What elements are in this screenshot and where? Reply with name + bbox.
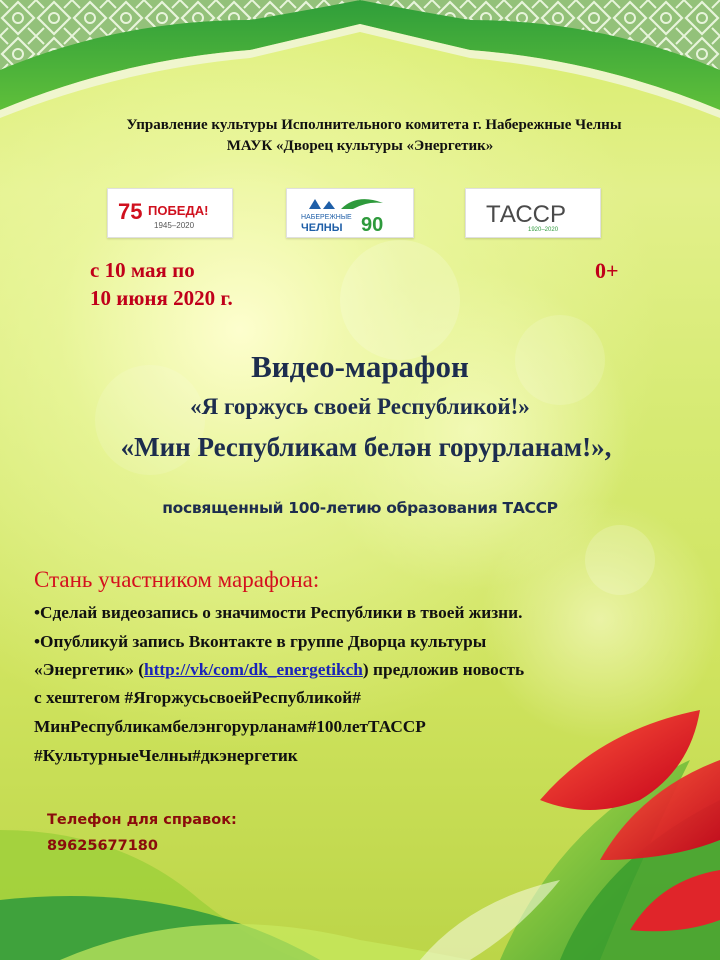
event-slogan-tt: «Мин Республикам белән горурланам!», [120,432,612,462]
logo-number: 90 [361,214,384,236]
instruction-text: «Энергетик» ( [34,660,145,679]
logo-number: 75 [118,199,143,224]
event-slogan-ru: «Я горжусь своей Республикой!» [190,394,530,419]
age-rating: 0+ [595,258,619,283]
event-title: Видео-марафон [251,349,469,384]
chelny-90-logo [286,188,414,238]
instruction-line: •Опубликуй запись Вконтакте в группе Дворца культуры [34,632,487,651]
event-dedication: посвященный 100-летию образования ТАССР [162,499,558,517]
phone-label: Телефон для справок: [47,812,237,828]
logo-years: 1920–2020 [528,227,559,233]
organizer-venue: МАУК «Дворец культуры «Энергетик» [226,138,494,154]
pobeda-75-logo [107,188,233,238]
instruction-line: •Сделай видеозапись о значимости Республики в твоей жизни. [34,603,523,622]
instruction-text: ) предложив новость [362,660,525,679]
logo-years: 1945–2020 [154,221,195,230]
hashtag-line: #КультурныеЧелны#дкэнергетик [34,746,298,765]
date-range-end: 10 июня 2020 г. [90,286,233,310]
hashtag-line: МинРеспубликамбелэнгорурланам#100летТАССР [34,717,426,736]
logo-word: ПОБЕДА! [148,203,209,218]
tassr-100-logo [465,188,601,238]
date-range-start: с 10 мая по [90,258,195,282]
logo-city-top: НАБЕРЕЖНЫЕ [301,214,352,221]
hashtag-line: с хештегом #ЯгоржусьсвоейРеспубликой# [34,688,361,707]
vk-group-link[interactable]: http://vk/com/dk_energetikch [144,660,363,679]
phone-number: 89625677180 [47,838,158,854]
call-to-action: Стань участником марафона: [34,567,320,592]
organizer-line: Управление культуры Исполнительного комитета г. Набережные Челны [126,117,622,133]
instruction-line-with-link [34,660,524,680]
logo-name: ТАССР [486,201,567,228]
logo-city-bottom: ЧЕЛНЫ [301,222,343,234]
